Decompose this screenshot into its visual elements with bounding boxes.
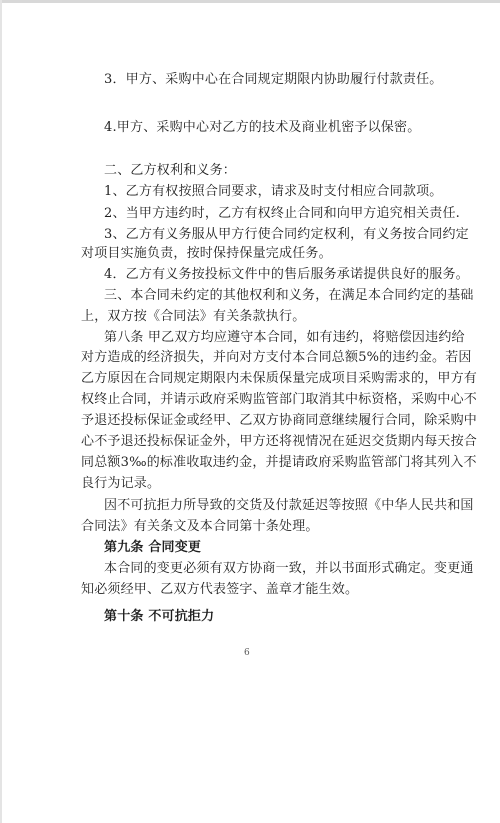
- article-10-heading: 第十条 不可抗拒力: [104, 609, 215, 624]
- text-line: 权终止合同，并请示政府采购监管部门取消其中标资格，采购中心不: [81, 392, 478, 407]
- text-line: 2、当甲方违约时，乙方有权终止合同和向甲方追究相关责任.: [104, 206, 461, 221]
- article-8-first-line: 第八条 甲乙双方均应遵守本合同，如有违约，将赔偿因违约给: [104, 330, 465, 345]
- text-line: 3、乙方有义务服从甲方行使合同约定权利，有义务按合同约定: [104, 227, 469, 242]
- text-line: 因不可抗拒力所导致的交货及付款延迟等按照《中华人民共和国: [104, 498, 474, 513]
- text-line: 心不予退还投标保证金外，甲方还将视情况在延迟交货期内每天按合: [81, 434, 478, 449]
- text-line: 合同法》有关条文及本合同第十条处理。: [81, 519, 319, 534]
- article-9-heading: 第九条 合同变更: [104, 540, 202, 555]
- text-line: 上，双方按《合同法》有关条款执行。: [81, 309, 306, 324]
- text-line: 对方造成的经济损失，并向对方支付本合同总额5%的违约金。若因: [81, 350, 472, 365]
- page-number: 6: [244, 648, 250, 658]
- text-line: 乙方原因在合同规定期限内未保质保量完成项目采购需求的，甲方有: [81, 371, 478, 386]
- text-line: 1、乙方有权按照合同要求，请求及时支付相应合同款项。: [104, 184, 443, 199]
- text-line: 良行为记录。: [81, 476, 161, 491]
- text-line: 本合同的变更必须有双方协商一致，并以书面形式确定。变更通: [104, 561, 474, 576]
- text-line: 3．甲方、采购中心在合同规定期限内协助履行付款责任。: [104, 72, 443, 87]
- scan-edge-left: [0, 0, 2, 823]
- section-heading: 二、乙方权利和义务：: [104, 163, 237, 178]
- text-line: 予退还投标保证金或经甲、乙双方协商同意继续履行合同，除采购中: [81, 413, 478, 428]
- text-line: 4.甲方、采购中心对乙方的技术及商业机密予以保密。: [104, 120, 421, 135]
- text-line: 4．乙方有义务按投标文件中的售后服务承诺提供良好的服务。: [104, 267, 469, 282]
- text-line: 三、本合同未约定的其他权利和义务，在满足本合同约定的基础: [104, 288, 474, 303]
- text-line: 同总额3‰的标准收取违约金，并提请政府采购监管部门将其列入不: [81, 455, 477, 470]
- text-line: 对项目实施负责，按时保持保量完成任务。: [81, 246, 332, 261]
- scan-edge-top: [0, 0, 500, 3]
- text-line: 知必须经甲、乙双方代表签字、盖章才能生效。: [81, 582, 359, 597]
